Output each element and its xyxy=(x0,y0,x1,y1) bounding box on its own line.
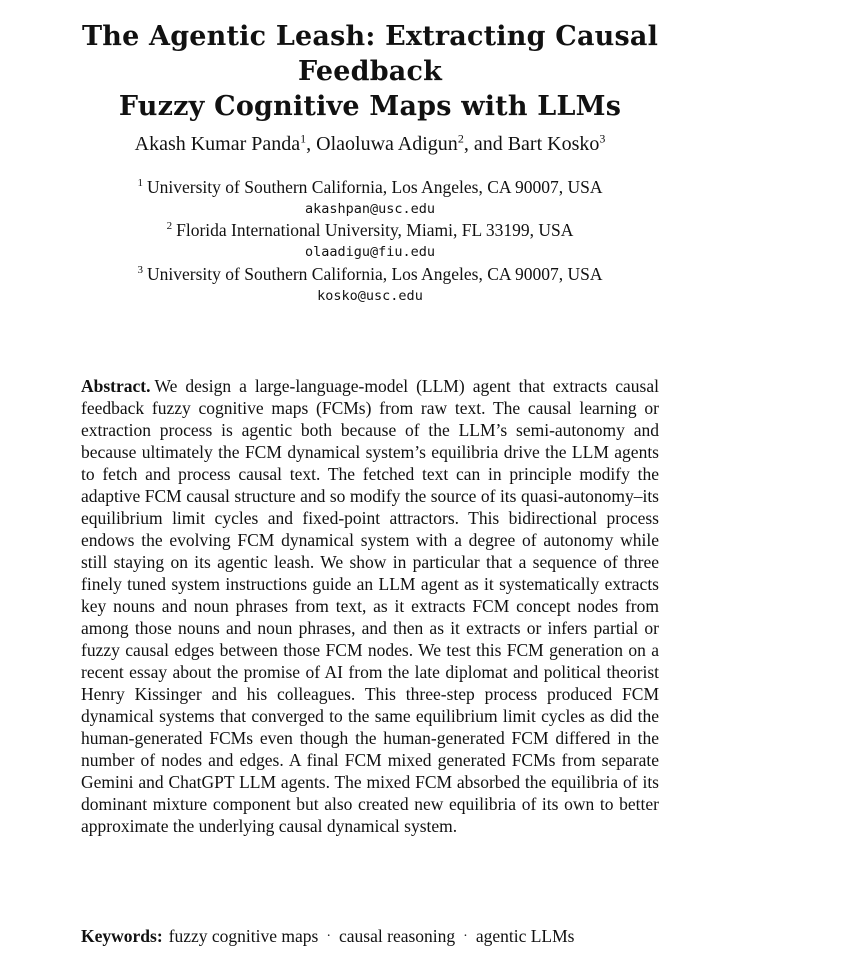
affiliation-mark: 3 xyxy=(137,264,144,277)
author-email: kosko@usc.edu xyxy=(317,288,423,304)
author-affiliation-mark: 3 xyxy=(599,131,606,146)
affiliation-3 xyxy=(20,263,720,285)
author-affiliation-mark: 1 xyxy=(300,131,307,146)
author-email: akashpan@usc.edu xyxy=(304,201,436,217)
title-line-1: The Agentic Leash: Extracting Causal Feedback xyxy=(81,21,659,87)
author-email: olaadigu@fiu.edu xyxy=(304,244,436,260)
affiliation-text: University of Southern California, Los Angeles, CA 90007, USA xyxy=(147,264,603,284)
affiliation-1 xyxy=(20,176,720,198)
affiliation-text: University of Southern California, Los Angeles, CA 90007, USA xyxy=(147,177,603,197)
affiliation-mark: 1 xyxy=(137,177,144,190)
author-list xyxy=(20,131,720,157)
author-separator: , xyxy=(306,133,317,155)
keyword-separator: · xyxy=(326,929,332,944)
paper-title xyxy=(20,19,720,124)
keywords xyxy=(81,925,721,948)
affiliation-mark: 2 xyxy=(166,220,173,233)
abstract-text: We design a large-language-model (LLM) agent that extracts causal feedback fuzzy cognitive maps (FCMs) from raw text. The causal learning or extraction process is agentic both because of the LLM’s semi-autonomy and because ultimately the FCM dynamical system’s equilibria drive the LLM agents to fetch and process causal text. The fetched text can in principle modify the adaptive FCM causal structure and so modify the source of its quasi-autonomy–its equilibrium limit cycles and fixed-point attractors. This bidirectional process endows the evolving FCM dynamical system with a degree of autonomy while still staying on its agentic leash. We show in particular that a sequence of three finely tuned system instructions guide an LLM agent as it systematically extracts key nouns and noun phrases from text, as it extracts FCM concept nodes from among those nouns and noun phrases, and then as it extracts or infers partial or fuzzy causal edges between those FCM nodes. We test this FCM generation on a recent essay about the promise of AI from the late diplomat and political theorist Henry Kissinger and his colleagues. This three-step process produced FCM dynamical systems that converged to the same equilibrium limit cycles as did the human-generated FCMs even though the human-generated FCM differed in the number of nodes and edges. A final FCM mixed generated FCMs from separate Gemini and ChatGPT LLM agents. The mixed FCM absorbed the equilibria of its dominant mixture component but also created new equilibria of its own to better approximate the underlying causal dynamical system. xyxy=(81,376,659,836)
affiliation-text: Florida International University, Miami, FL 33199, USA xyxy=(176,220,574,240)
keyword: agentic LLMs xyxy=(475,926,575,946)
author-name: Olaoluwa Adigun xyxy=(316,133,458,155)
keywords-label: Keywords: xyxy=(81,926,163,946)
keyword: fuzzy cognitive maps xyxy=(168,926,319,946)
keyword: causal reasoning xyxy=(339,926,456,946)
abstract-label: Abstract. xyxy=(81,376,151,396)
author-name: Bart Kosko xyxy=(507,133,600,155)
author-separator: , and xyxy=(463,133,508,155)
affiliation-2 xyxy=(20,219,720,241)
author-name: Akash Kumar Panda xyxy=(134,133,301,155)
title-line-2: Fuzzy Cognitive Maps with LLMs xyxy=(118,91,622,122)
abstract xyxy=(81,375,659,837)
keyword-separator: · xyxy=(463,929,468,944)
author-affiliation-mark: 2 xyxy=(457,131,464,146)
